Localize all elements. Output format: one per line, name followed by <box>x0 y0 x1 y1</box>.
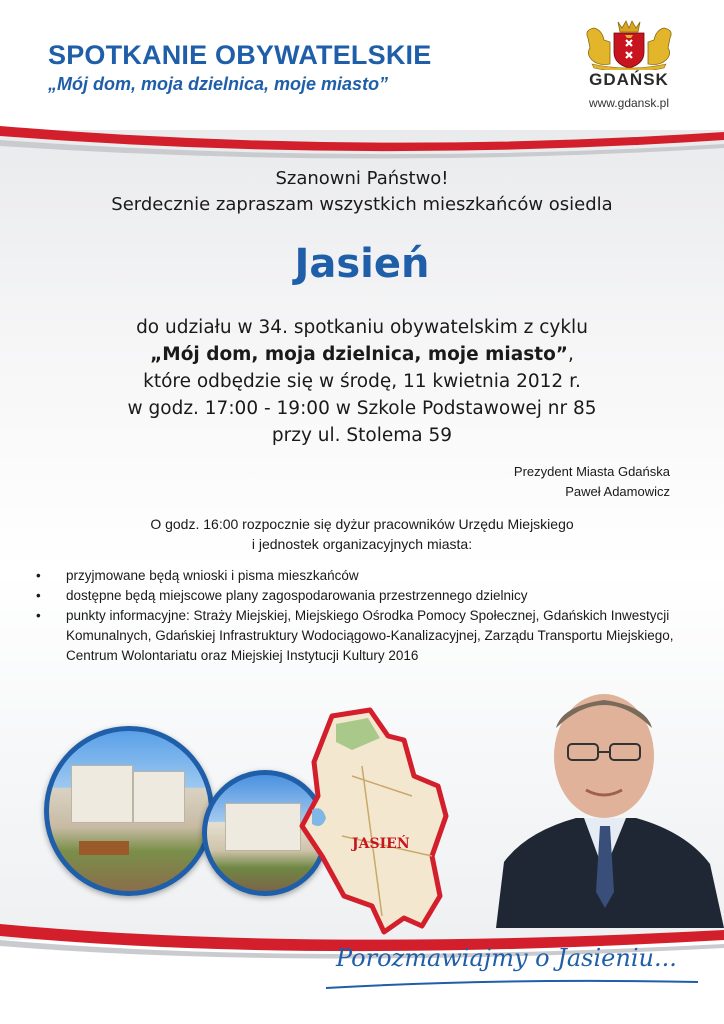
signature-block <box>514 462 670 502</box>
services-list <box>36 566 716 666</box>
building-shape <box>133 771 185 823</box>
detail-line-1: do udziału w 34. spotkaniu obywatelskim z cyklu <box>136 317 588 338</box>
duty-line-1: O godz. 16:00 rozpocznie się dyżur pracowników Urzędu Miejskiego <box>150 516 574 532</box>
invite-line: Serdecznie zapraszam wszystkich mieszkańców osiedla <box>111 194 613 215</box>
header <box>0 0 724 130</box>
list-item: • dostępne będą miejscowe plany zagospodarowania przestrzennego dzielnicy <box>36 586 716 606</box>
building-shape <box>71 765 133 823</box>
detail-line-5: przy ul. Stolema 59 <box>271 425 453 446</box>
slogan-underline <box>322 938 702 998</box>
mayor-portrait <box>486 682 724 928</box>
signer-role: Prezydent Miasta Gdańska <box>513 464 670 479</box>
building-shape <box>225 803 301 851</box>
page-title: SPOTKANIE OBYWATELSKIE <box>48 40 432 70</box>
page-subtitle: „Mój dom, moja dzielnica, moje miasto” <box>48 74 389 94</box>
logo-wordmark: GDAŃSK <box>589 70 669 89</box>
slogan-text: Porozmawiajmy o Jasieniu... <box>336 944 677 972</box>
handwritten-slogan <box>322 938 702 998</box>
cycle-title-comma: , <box>567 344 574 365</box>
playground-shape <box>79 841 129 855</box>
gdansk-logo <box>574 18 684 118</box>
estate-photo-large <box>44 726 214 896</box>
detail-line-2 <box>0 341 724 368</box>
cycle-title: „Mój dom, moja dzielnica, moje miasto” <box>150 344 568 365</box>
list-item: • punkty informacyjne: Straży Miejskiej, Miejskiego Ośrodka Pomocy Społecznej, Gdańskich Inwestycji Komunalnych, Gdańskiej Infrastruktury Wodociągowo-Kanalizacyjnej, Zarządu Transportu Miejskiego, Centrum Wolontariatu oraz Miejskiej Instytucji Kultury 2016 <box>36 606 716 666</box>
meeting-details <box>0 314 724 449</box>
map-label: JASIEŃ <box>352 836 410 852</box>
detail-line-4: w godz. 17:00 - 19:00 w Szkole Podstawowej nr 85 <box>127 398 597 419</box>
district-name: Jasień <box>294 241 430 287</box>
signer-name: Paweł Adamowicz <box>565 484 670 499</box>
duty-line-2: i jednostek organizacyjnych miasta: <box>251 536 473 552</box>
detail-line-3: które odbędzie się w środę, 11 kwietnia 2012 r. <box>143 371 581 392</box>
gdansk-coat-of-arms-icon <box>574 18 684 70</box>
logo-url[interactable]: www.gdansk.pl <box>588 96 670 110</box>
greeting: Szanowni Państwo! <box>275 168 449 189</box>
duty-notice <box>0 514 724 554</box>
list-item: • przyjmowane będą wnioski i pisma mieszkańców <box>36 566 716 586</box>
top-swoosh-decoration <box>0 118 724 168</box>
